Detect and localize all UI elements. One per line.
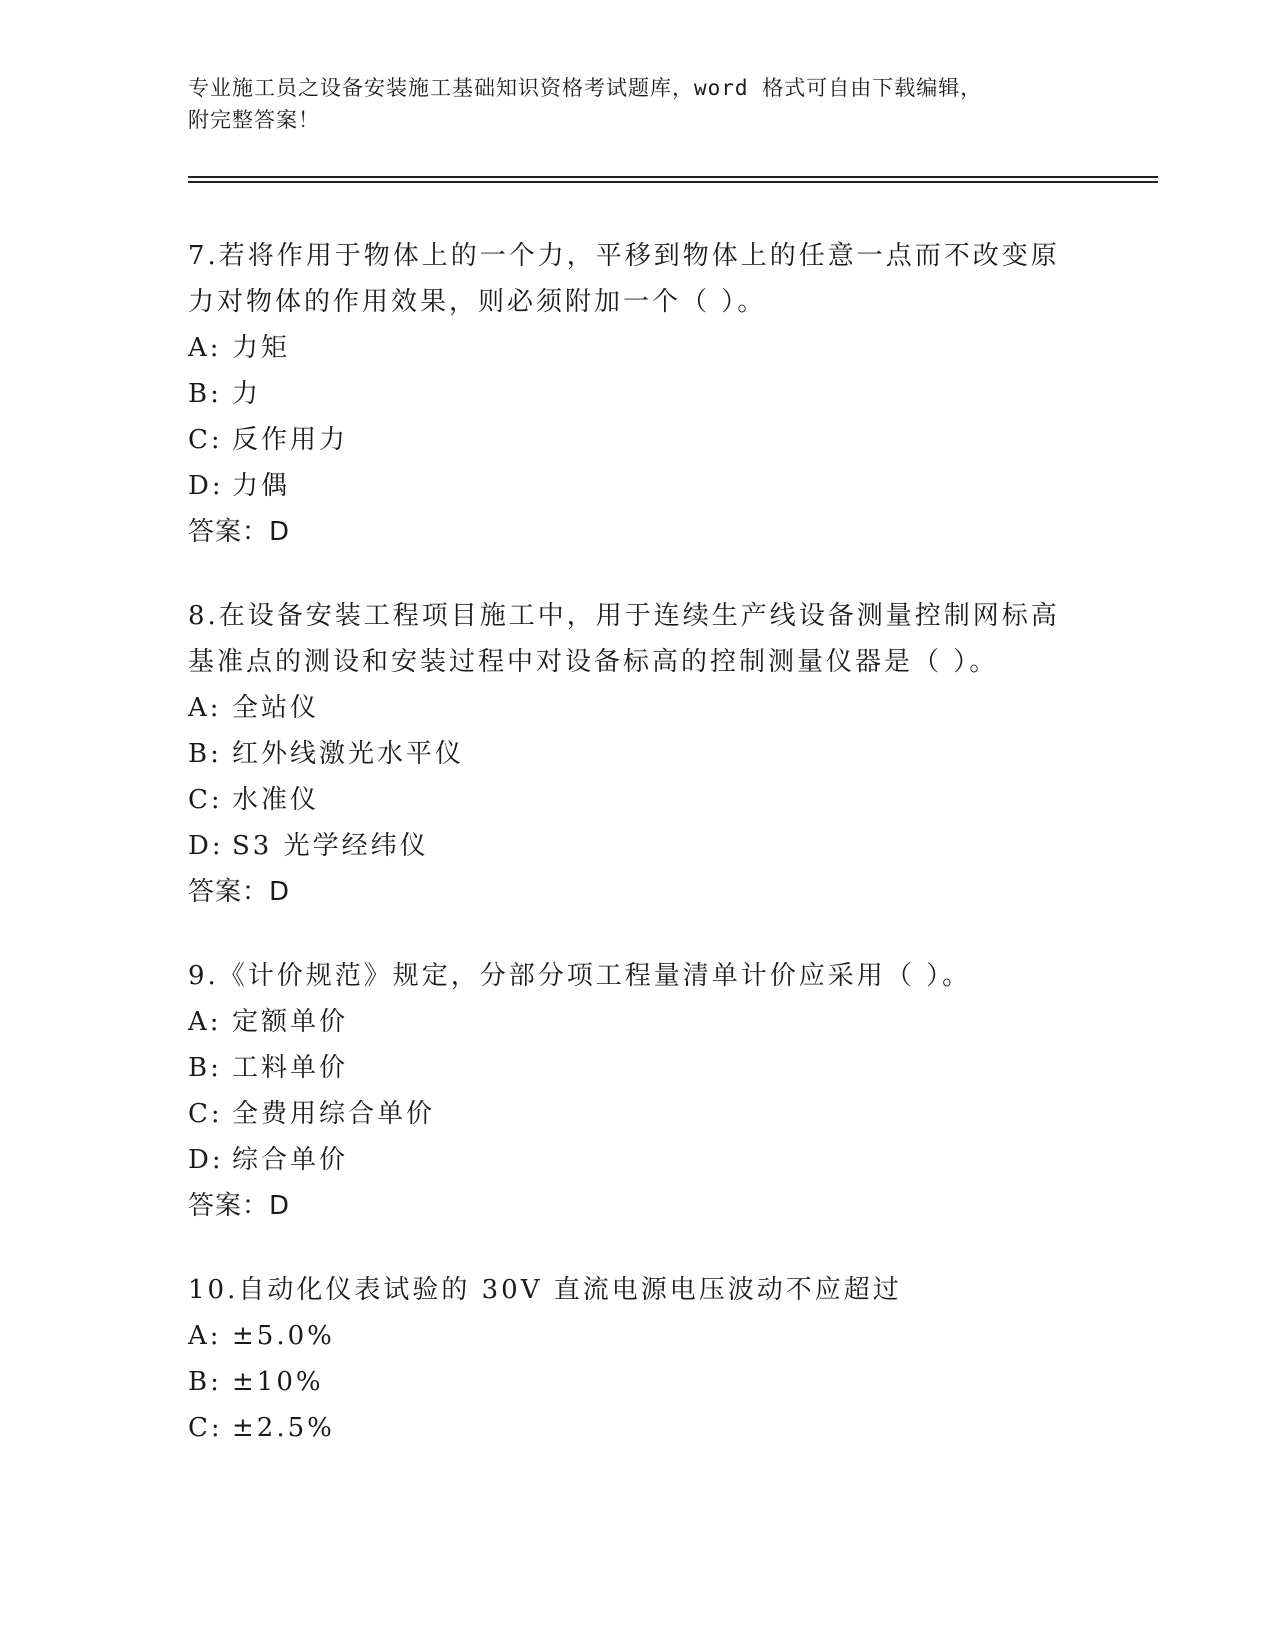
option-key: B: <box>188 739 222 769</box>
option-value: 力 <box>232 379 262 409</box>
option-b <box>188 731 1088 777</box>
option-value: ±10% <box>232 1367 324 1397</box>
question-list <box>188 233 1088 1489</box>
option-c <box>188 777 1088 823</box>
option-key: C: <box>188 1413 223 1443</box>
option-d <box>188 823 1088 869</box>
question-text: 9.《计价规范》规定，分部分项工程量清单计价应采用（ ）。 <box>188 961 972 991</box>
question-9 <box>188 953 1088 1229</box>
option-value: ±5.0% <box>232 1321 335 1351</box>
option-key: A: <box>188 1321 222 1351</box>
option-value: 力矩 <box>232 333 291 363</box>
question-8 <box>188 593 1088 915</box>
question-7 <box>188 233 1088 555</box>
option-key: C: <box>188 1099 223 1129</box>
option-value: ±2.5% <box>232 1413 335 1443</box>
header-line-2: 附完整答案！ <box>188 108 320 132</box>
option-key: C: <box>188 425 223 455</box>
option-d <box>188 1137 1088 1183</box>
option-d <box>188 463 1088 509</box>
header-divider-bottom <box>188 181 1158 183</box>
option-key: B: <box>188 379 222 409</box>
option-c <box>188 417 1088 463</box>
document-header <box>188 72 1088 136</box>
question-text: 8.在设备安装工程项目施工中，用于连续生产线设备测量控制网标高基准点的测设和安装过程中对设备标高的控制测量仪器是（ ）。 <box>188 601 1060 677</box>
question-text: 7.若将作用于物体上的一个力，平移到物体上的任意一点而不改变原力对物体的作用效果，则必须附加一个（ ）。 <box>188 241 1060 317</box>
answer-label: 答案：D <box>188 517 291 547</box>
header-divider-top <box>188 176 1158 178</box>
option-value: S3 光学经纬仪 <box>232 831 429 861</box>
answer-label: 答案：D <box>188 1191 291 1221</box>
option-value: 工料单价 <box>232 1053 349 1083</box>
option-c <box>188 1405 1088 1451</box>
option-key: D: <box>188 1145 224 1175</box>
option-key: B: <box>188 1367 222 1397</box>
question-text: 10.自动化仪表试验的 30V 直流电源电压波动不应超过 <box>188 1275 902 1305</box>
option-value: 水准仪 <box>232 785 320 815</box>
option-value: 全站仪 <box>232 693 320 723</box>
option-key: B: <box>188 1053 222 1083</box>
option-a <box>188 685 1088 731</box>
answer-label: 答案：D <box>188 877 291 907</box>
option-value: 反作用力 <box>232 425 349 455</box>
option-value: 定额单价 <box>232 1007 349 1037</box>
option-value: 红外线激光水平仪 <box>232 739 465 769</box>
option-key: A: <box>188 1007 222 1037</box>
option-value: 综合单价 <box>232 1145 349 1175</box>
option-a <box>188 1313 1088 1359</box>
option-key: D: <box>188 831 224 861</box>
option-value: 力偶 <box>232 471 291 501</box>
option-value: 全费用综合单价 <box>232 1099 436 1129</box>
option-b <box>188 1045 1088 1091</box>
option-a <box>188 325 1088 371</box>
option-c <box>188 1091 1088 1137</box>
question-10 <box>188 1267 1088 1451</box>
option-key: A: <box>188 333 222 363</box>
option-key: D: <box>188 471 224 501</box>
option-b <box>188 371 1088 417</box>
option-key: C: <box>188 785 223 815</box>
option-b <box>188 1359 1088 1405</box>
header-line-1: 专业施工员之设备安装施工基础知识资格考试题库，word 格式可自由下载编辑， <box>188 76 983 100</box>
option-key: A: <box>188 693 222 723</box>
option-a <box>188 999 1088 1045</box>
